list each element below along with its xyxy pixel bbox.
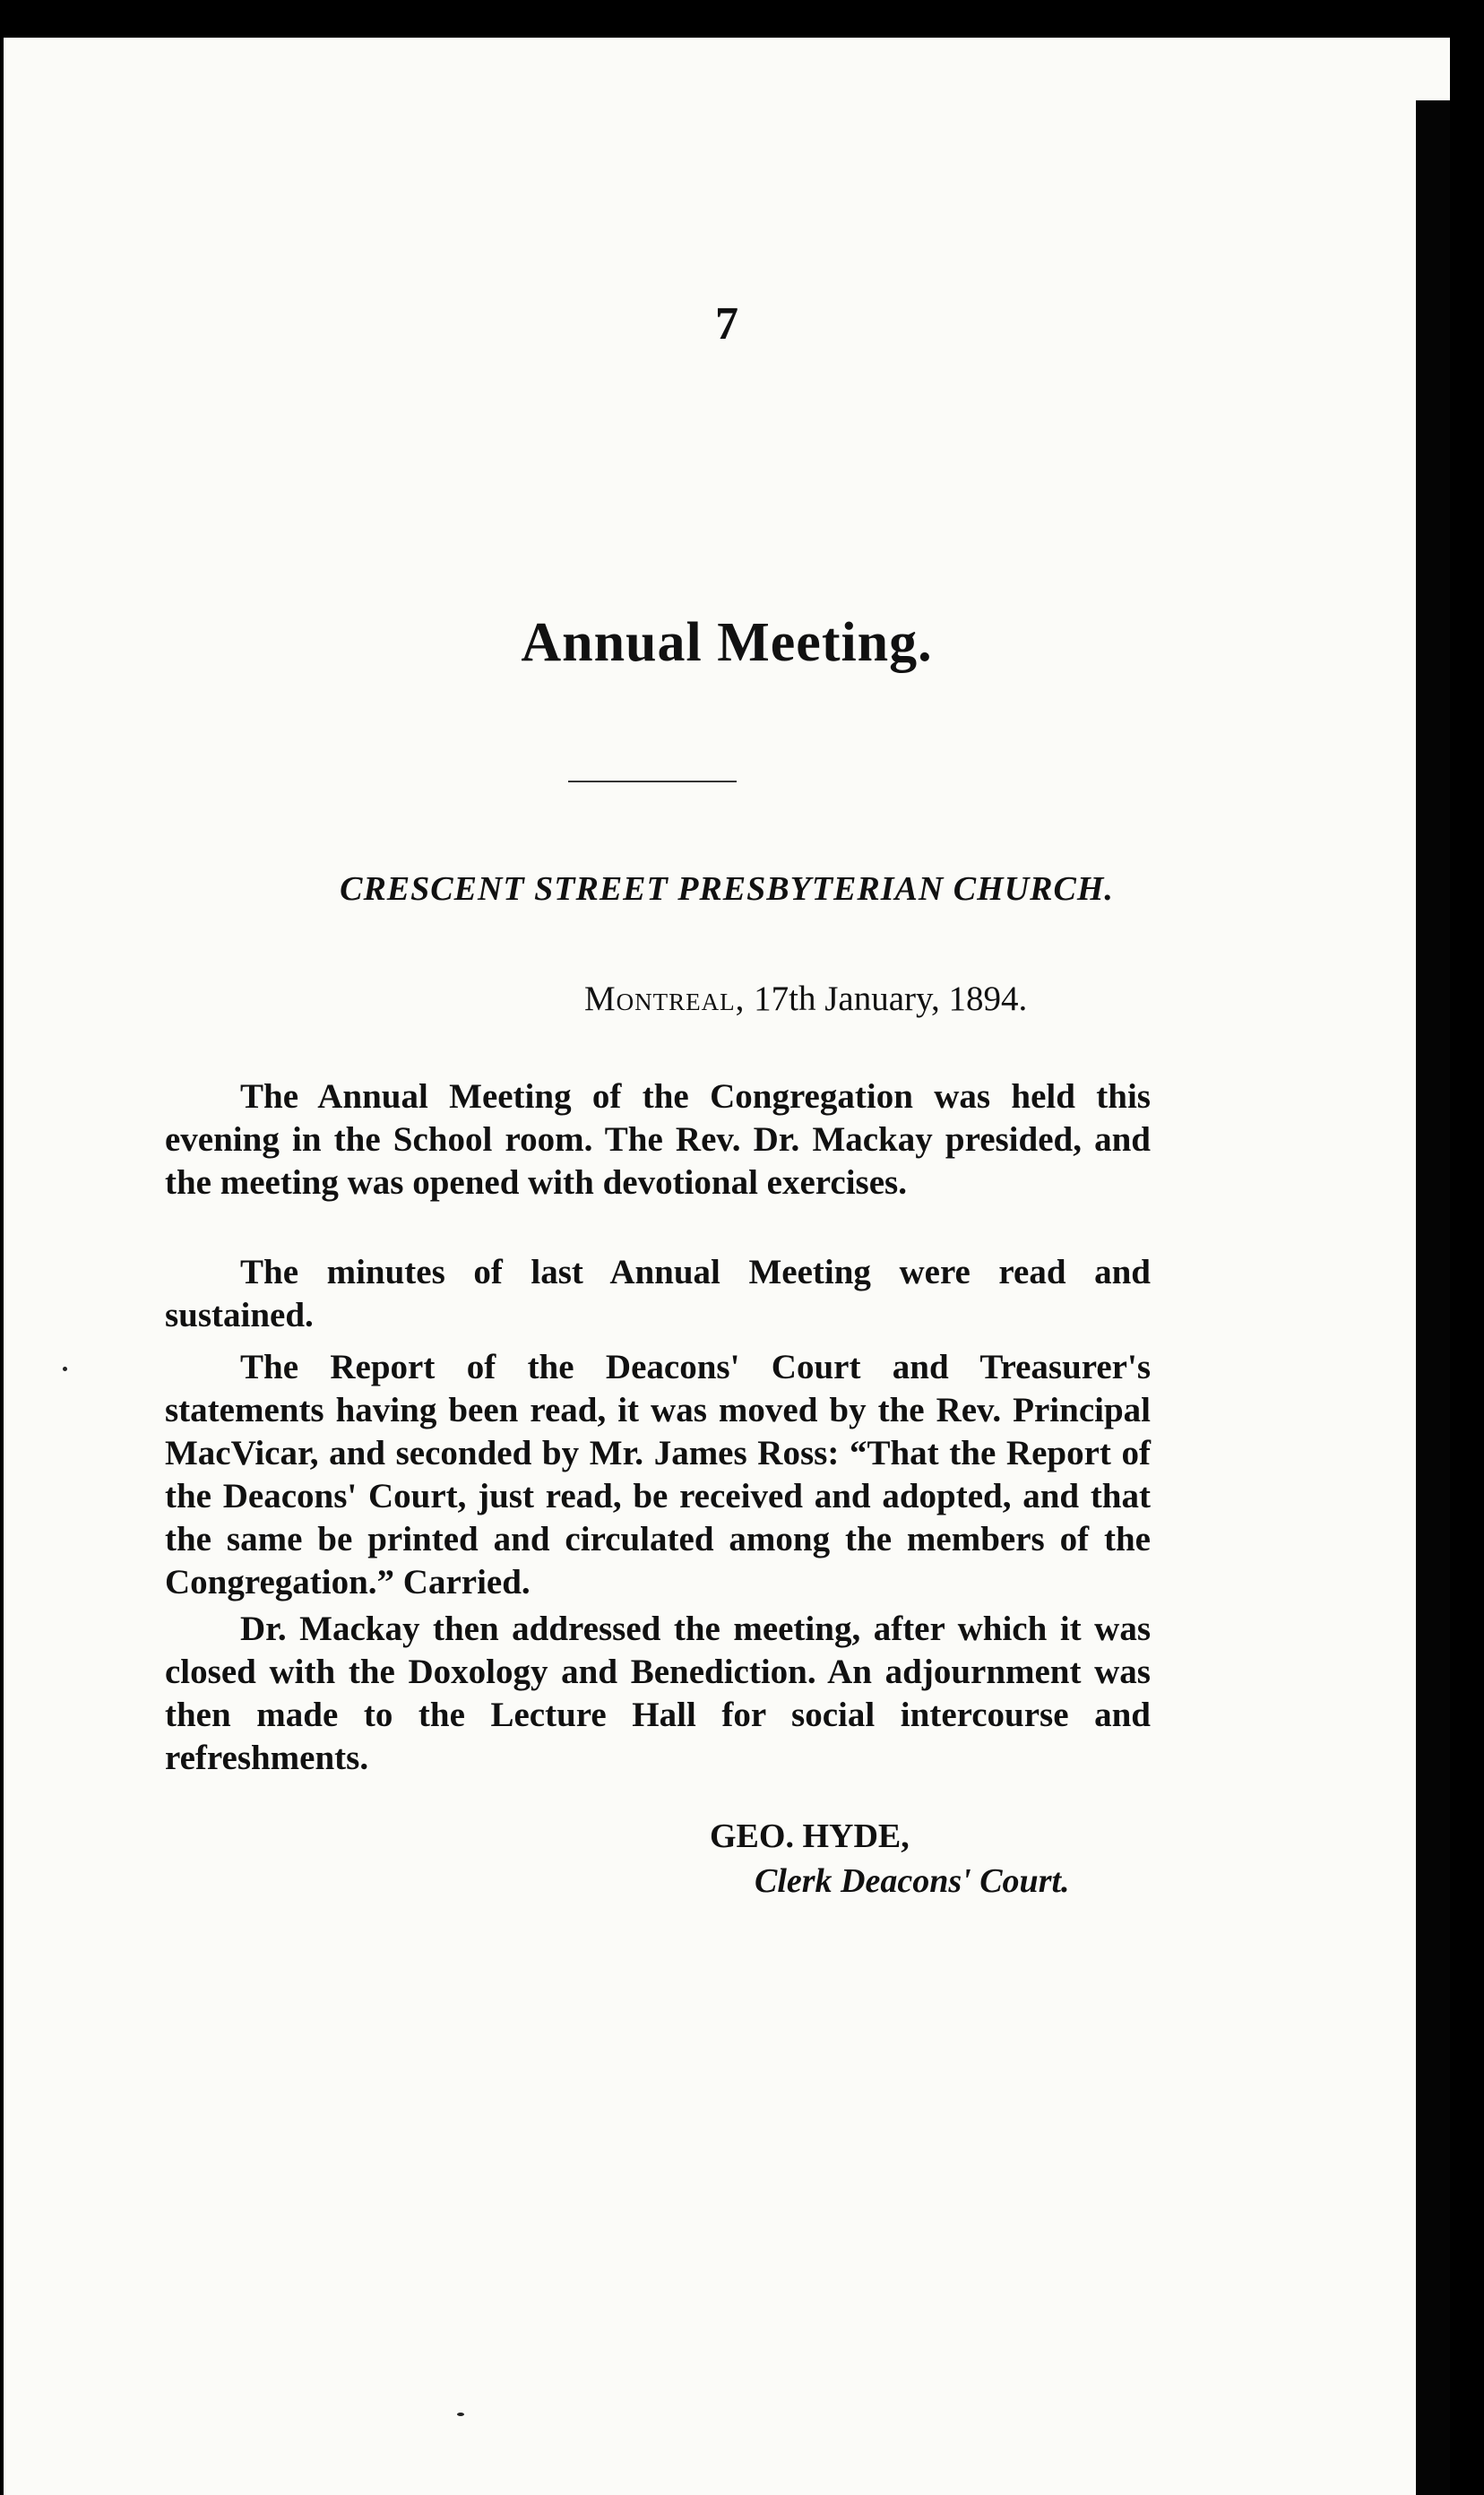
paragraph-closing: Dr. Mackay then addressed the meeting, after which it was closed with the Doxology and Benediction. An adjournment was then made to the Lecture Hall for social intercourse and refreshments. (165, 1610, 1151, 1777)
title-divider (568, 781, 737, 782)
document-page (4, 38, 1450, 2495)
dateline (584, 979, 1027, 1019)
dateline-date: 17th January, 1894. (754, 980, 1028, 1018)
signature-name: GEO. HYDE, (710, 1817, 910, 1855)
page-title: Annual Meeting. (521, 612, 933, 673)
paragraph-meeting-opened: The Annual Meeting of the Congregation was held this evening in the School room. The Rev. Dr. Mackay presided, and the meeting was opened with devotional exercises. (165, 1077, 1151, 1202)
dateline-city: Montreal, (584, 980, 746, 1018)
paper-speck (63, 1367, 67, 1371)
signature-title: Clerk Deacons' Court. (755, 1862, 1070, 1900)
paper-speck (457, 2413, 464, 2416)
page-number: 7 (715, 298, 738, 350)
church-heading: CRESCENT STREET PRESBYTERIAN CHURCH. (340, 870, 1114, 908)
page-edge-shadow (1416, 100, 1450, 2495)
paragraph-minutes: The minutes of last Annual Meeting were read and sustained. (165, 1253, 1151, 1334)
paragraph-report-motion: The Report of the Deacons' Court and Treasurer's statements having been read, it was moved by the Rev. Principal MacVicar, and seconded by Mr. James Ross: “That the Report of the Deacons' Court, just read, be received and adopted, and that the same be printed and circulated among the members of the Congregation.” Carried. (165, 1348, 1151, 1601)
